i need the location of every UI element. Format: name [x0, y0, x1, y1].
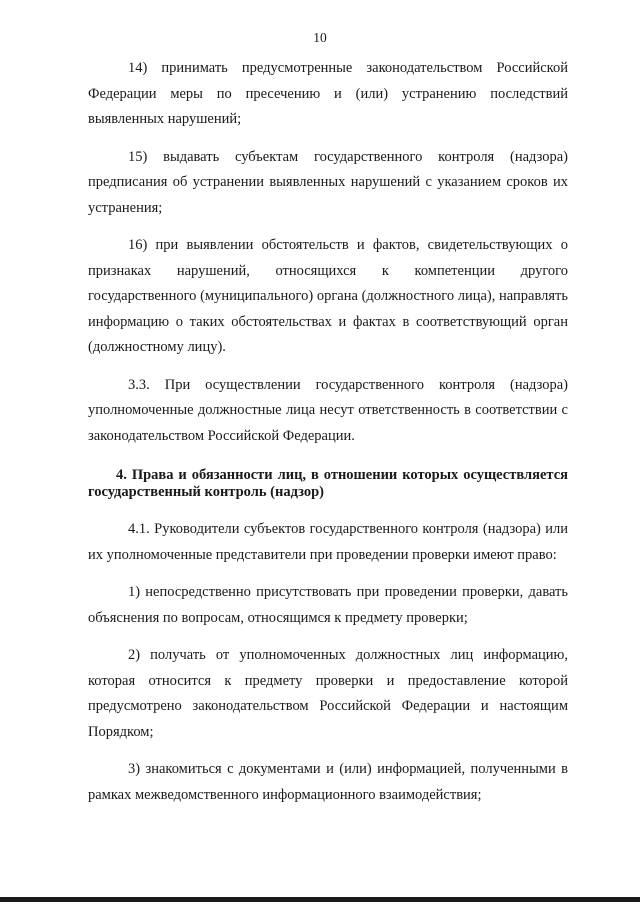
paragraph-4-1: 4.1. Руководители субъектов государственного контроля (надзора) или их уполномоченные представители при проведении проверки имеют право: — [88, 521, 568, 563]
bottom-scan-edge — [0, 897, 640, 902]
page-number: 10 — [313, 30, 327, 45]
section-heading-4: 4. Права и обязанности лиц, в отношении которых осуществляется государственный контроль (надзор) — [88, 467, 568, 500]
paragraph-3-3: 3.3. При осуществлении государственного контроля (надзора) уполномоченные должностные лица несут ответственность в соответствии с законодательством Российской Федерации. — [88, 376, 568, 444]
document-body — [88, 56, 568, 820]
paragraph-right-2: 2) получать от уполномоченных должностных лиц информацию, которая относится к предмету проверки и предоставление которой предусмотрено законодательством Российской Федерации и настоящим Порядком; — [88, 647, 568, 740]
paragraph-item-15: 15) выдавать субъектам государственного контроля (надзора) предписания об устранении выявленных нарушений с указанием сроков их устранения; — [88, 148, 568, 216]
paragraph-item-16: 16) при выявлении обстоятельств и фактов, свидетельствующих о признаках нарушений, относящихся к компетенции другого государственного (муниципального) органа (должностного лица), направлять информацию о таких обстоятельствах и фактах в соответствующий орган (должностному лицу). — [88, 237, 568, 355]
paragraph-right-1: 1) непосредственно присутствовать при проведении проверки, давать объяснения по вопросам, относящимся к предмету проверки; — [88, 584, 568, 626]
paragraph-item-14: 14) принимать предусмотренные законодательством Российской Федерации меры по пресечению и (или) устранению последствий выявленных нарушений; — [88, 60, 568, 127]
paragraph-right-3: 3) знакомиться с документами и (или) информацией, полученными в рамках межведомственного информационного взаимодействия; — [88, 761, 568, 803]
